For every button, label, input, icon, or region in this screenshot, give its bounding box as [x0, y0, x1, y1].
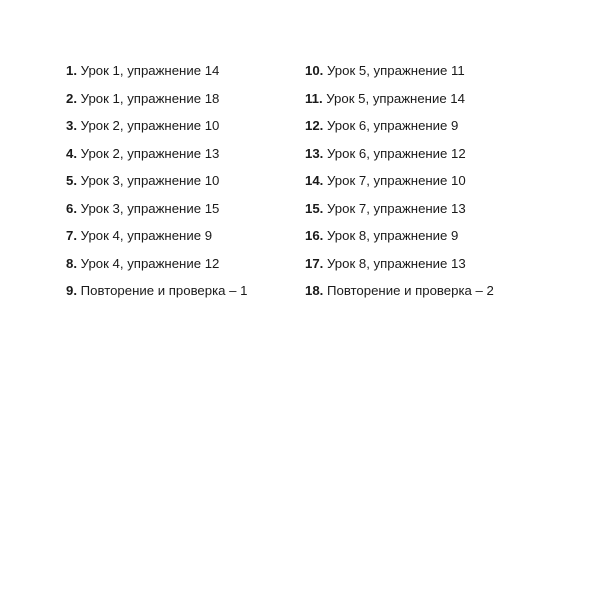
item-number: 14. — [305, 173, 324, 188]
item-number: 2. — [66, 90, 77, 106]
item-number: 4. — [66, 145, 77, 161]
item-label: Урок 1, упражнение 18 — [77, 90, 220, 106]
item-label: Урок 1, упражнение 14 — [77, 63, 220, 78]
item-label: Урок 5, упражнение 14 — [322, 90, 465, 106]
list-item — [66, 172, 248, 200]
list-item — [66, 62, 248, 90]
item-label: Урок 2, упражнение 13 — [77, 145, 220, 161]
item-number: 3. — [66, 118, 77, 133]
list-item — [305, 282, 494, 310]
item-label: Повторение и проверка – 2 — [323, 283, 494, 298]
item-label: Урок 4, упражнение 12 — [77, 255, 220, 271]
item-label: Повторение и проверка – 1 — [77, 283, 248, 298]
item-number: 10. — [305, 63, 324, 78]
track-list-left-column — [66, 62, 248, 310]
list-item — [305, 145, 494, 173]
item-number: 13. — [305, 145, 324, 161]
item-number: 1. — [66, 63, 77, 78]
list-item — [66, 117, 248, 145]
item-number: 18. — [305, 283, 324, 298]
list-item — [305, 62, 494, 90]
track-list-right-column — [305, 62, 494, 310]
list-item — [305, 227, 494, 255]
item-label: Урок 3, упражнение 10 — [77, 173, 220, 188]
list-item — [66, 227, 248, 255]
item-label: Урок 6, упражнение 9 — [323, 118, 459, 133]
item-number: 7. — [66, 228, 77, 243]
item-label: Урок 8, упражнение 9 — [323, 228, 459, 243]
item-number: 16. — [305, 228, 324, 243]
item-label: Урок 4, упражнение 9 — [77, 228, 213, 243]
item-number: 15. — [305, 200, 324, 216]
item-label: Урок 3, упражнение 15 — [77, 200, 220, 216]
item-number: 12. — [305, 118, 324, 133]
list-item — [305, 200, 494, 228]
list-item — [305, 255, 494, 283]
list-item — [66, 255, 248, 283]
item-label: Урок 5, упражнение 11 — [323, 63, 465, 78]
item-number: 5. — [66, 173, 77, 188]
item-number: 8. — [66, 255, 77, 271]
item-number: 11. — [305, 90, 323, 106]
list-item — [305, 117, 494, 145]
list-item — [305, 90, 494, 118]
item-label: Урок 6, упражнение 12 — [323, 145, 466, 161]
list-item — [66, 282, 248, 310]
item-label: Урок 2, упражнение 10 — [77, 118, 220, 133]
list-item — [66, 90, 248, 118]
item-number: 9. — [66, 283, 77, 298]
item-number: 6. — [66, 200, 77, 216]
list-item — [305, 172, 494, 200]
item-label: Урок 7, упражнение 10 — [323, 173, 466, 188]
item-number: 17. — [305, 255, 324, 271]
list-item — [66, 200, 248, 228]
list-item — [66, 145, 248, 173]
item-label: Урок 7, упражнение 13 — [323, 200, 466, 216]
item-label: Урок 8, упражнение 13 — [323, 255, 466, 271]
